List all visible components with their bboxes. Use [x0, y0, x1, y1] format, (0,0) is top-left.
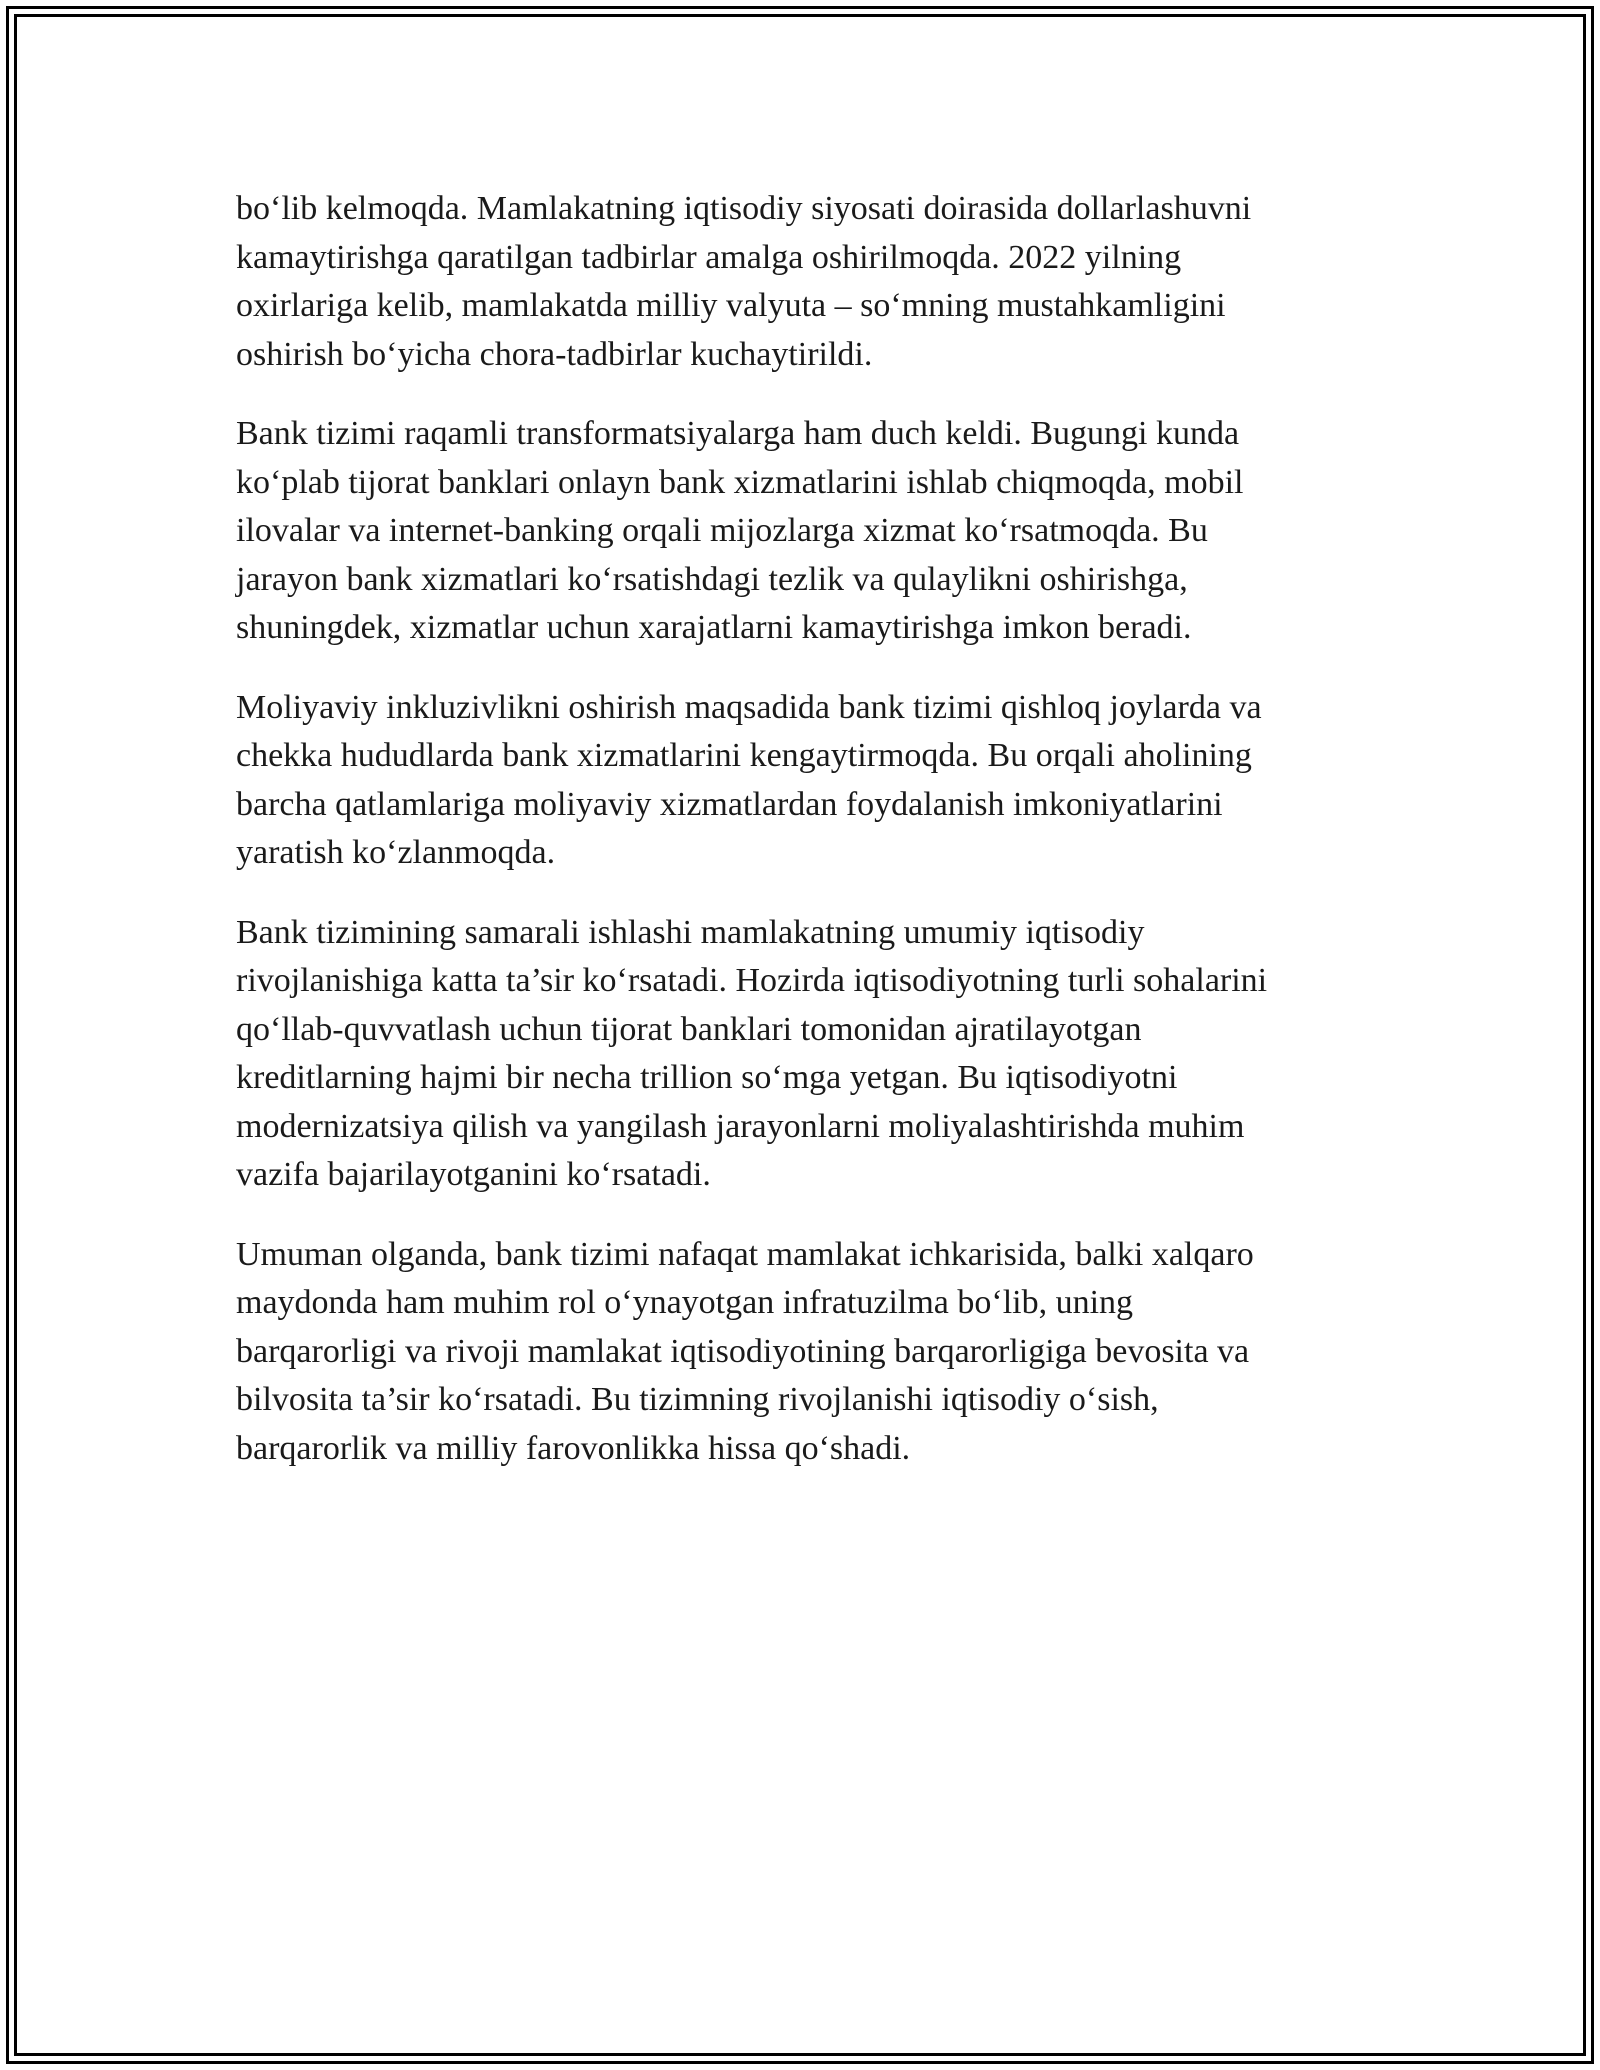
paragraph-conclusion: Umuman olganda, bank tizimi nafaqat mamlakat ichkarisida, balki xalqaro maydonda ham muhim rol o‘ynayotgan infratuzilma bo‘lib, uning barqarorligi va rivoji mamlakat iqtisodiyotining barqarorligiga bevosita va bilvosita ta’sir ko‘rsatadi. Bu tizimning rivojlanishi iqtisodiy o‘sish, barqarorlik va milliy farovonlikka hissa qo‘shadi.	[236, 1235, 1254, 1467]
document-body	[236, 185, 1376, 1504]
paragraph-digital-transformation: Bank tizimi raqamli transformatsiyalarga ham duch keldi. Bugungi kunda ko‘plab tijorat banklari onlayn bank xizmatlarini ishlab chiqmoqda, mobil ilovalar va internet-banking orqali mijozlarga xizmat ko‘rsatmoqda. Bu jarayon bank xizmatlari ko‘rsatishdagi tezlik va qulaylikni oshirishga, shuningdek, xizmatlar uchun xarajatlarni kamaytirishga imkon beradi.	[236, 415, 1244, 646]
paragraph-economic-impact: Bank tizimining samarali ishlashi mamlakatning umumiy iqtisodiy rivojlanishiga katta ta’sir ko‘rsatadi. Hozirda iqtisodiyotning turli sohalarini qo‘llab-quvvatlash uchun tijorat banklari tomonidan ajratilayotgan kreditlarning hajmi bir necha trillion so‘mga yetgan. Bu iqtisodiyotni modernizatsiya qilish va yangilash jarayonlarni moliyalashtirishda muhim vazifa bajarilayotganini ko‘rsatadi.	[236, 913, 1268, 1193]
paragraph-dedollarization: bo‘lib kelmoqda. Mamlakatning iqtisodiy siyosati doirasida dollarlashuvni kamaytirishga qaratilgan tadbirlar amalga oshirilmoqda. 2022 yilning oxirlariga kelib, mamlakatda milliy valyuta – so‘mning mustahkamligini oshirish bo‘yicha chora-tadbirlar kuchaytirildi.	[236, 190, 1252, 373]
paragraph-financial-inclusion: Moliyaviy inkluzivlikni oshirish maqsadida bank tizimi qishloq joylarda va chekka hududlarda bank xizmatlarini kengaytirmoqda. Bu orqali aholining barcha qatlamlariga moliyaviy xizmatlardan foydalanish imkoniyatlarini yaratish ko‘zlanmoqda.	[236, 688, 1262, 871]
